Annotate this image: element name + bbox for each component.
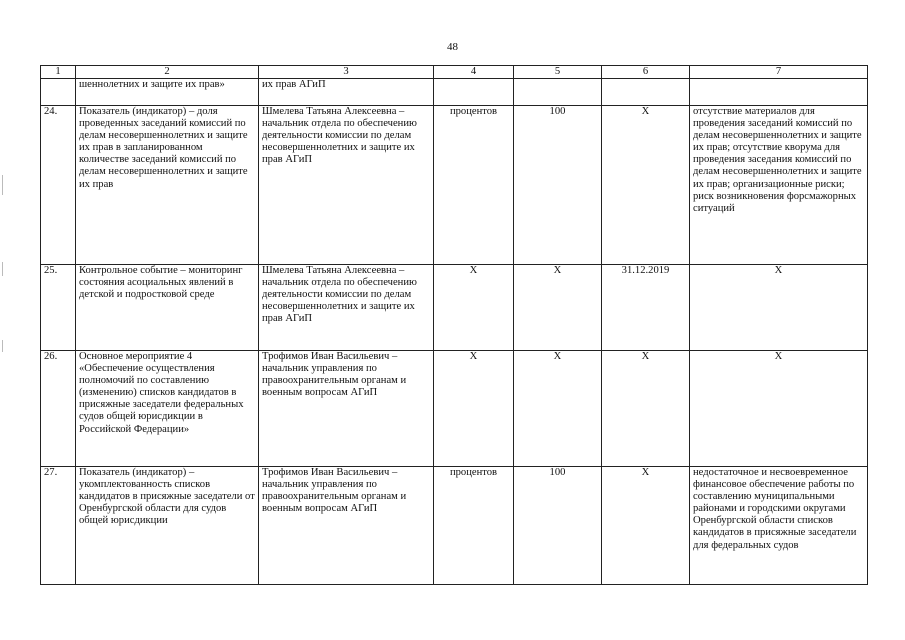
table-row (41, 467, 868, 585)
deadline (602, 79, 690, 106)
row-number: 27. (41, 467, 76, 585)
column-header-row (41, 66, 868, 79)
responsible-person: Трофимов Иван Васильевич – начальник управления по правоохранительным органам и военным вопросам АГиП (259, 351, 434, 467)
indicator-name: Показатель (индикатор) – доля проведенных заседаний комиссий по делам несовершеннолетних и защите их прав в запланированном количестве заседаний комиссий по делам несовершеннолетних и защите их прав (76, 106, 259, 265)
unit (434, 79, 514, 106)
table-row (41, 351, 868, 467)
risks: недостаточное и несвоевременное финансовое обеспечение работы по составлению муниципальными районами и городскими округами Оренбургской области списков кандидатов в присяжные заседатели для федеральных судов (690, 467, 868, 585)
deadline: Х (602, 106, 690, 265)
unit: Х (434, 265, 514, 351)
activity-name: Основное мероприятие 4 «Обеспечение осуществления полномочий по составлению (изменению) списков кандидатов в присяжные заседатели федеральных судов общей юрисдикции в Российской Федерации» (76, 351, 259, 467)
column-header: 5 (514, 66, 602, 79)
page-number: 48 (447, 41, 458, 53)
event-name: Контрольное событие – мониторинг состояния асоциальных явлений в детской и подростковой среде (76, 265, 259, 351)
row-number: 24. (41, 106, 76, 265)
column-header: 3 (259, 66, 434, 79)
responsible-person: Шмелева Татьяна Алексеевна – начальник отдела по обеспечению деятельности комиссии по делам несовершеннолетних и защите их прав АГиП (259, 265, 434, 351)
responsible-person: Трофимов Иван Васильевич – начальник управления по правоохранительным органам и военным вопросам АГиП (259, 467, 434, 585)
scan-edge-mark (2, 340, 3, 352)
deadline: Х (602, 351, 690, 467)
target-value: 100 (514, 106, 602, 265)
table-row (41, 106, 868, 265)
unit: процентов (434, 467, 514, 585)
row-number: 25. (41, 265, 76, 351)
column-header: 4 (434, 66, 514, 79)
row-number: 26. (41, 351, 76, 467)
deadline: Х (602, 467, 690, 585)
unit: процентов (434, 106, 514, 265)
risks: Х (690, 351, 868, 467)
scan-edge-mark (2, 262, 3, 276)
column-header: 1 (41, 66, 76, 79)
risks: Х (690, 265, 868, 351)
scan-edge-mark (2, 175, 3, 195)
deadline: 31.12.2019 (602, 265, 690, 351)
column-header: 7 (690, 66, 868, 79)
column-header: 2 (76, 66, 259, 79)
risks (690, 79, 868, 106)
indicator-name: Показатель (индикатор) – укомплектованность списков кандидатов в присяжные заседатели от Оренбургской области для судов общей юрисдикции (76, 467, 259, 585)
target-value (514, 79, 602, 106)
indicator-name: шеннолетних и защите их прав» (76, 79, 259, 106)
unit: Х (434, 351, 514, 467)
table-row (41, 265, 868, 351)
table-row (41, 79, 868, 106)
document-table (40, 65, 868, 585)
row-number (41, 79, 76, 106)
responsible-person: Шмелева Татьяна Алексеевна – начальник отдела по обеспечению деятельности комиссии по делам несовершеннолетних и защите их прав АГиП (259, 106, 434, 265)
column-header: 6 (602, 66, 690, 79)
target-value: Х (514, 265, 602, 351)
risks: отсутствие материалов для проведения заседаний комиссий по делам несовершеннолетних и защите их прав; отсутствие кворума для проведения заседания комиссий по делам несовершеннолетних и защите их прав; организационные риски; риск возникновения форсмажорных ситуаций (690, 106, 868, 265)
target-value: 100 (514, 467, 602, 585)
responsible-person: их прав АГиП (259, 79, 434, 106)
target-value: Х (514, 351, 602, 467)
